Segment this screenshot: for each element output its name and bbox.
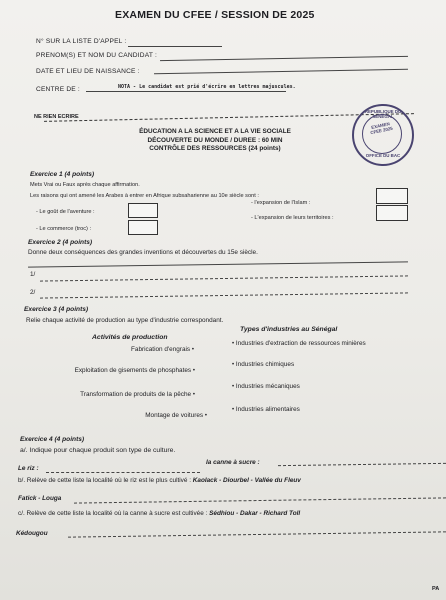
ex4-question-b: b/. Relève de cette liste la localité où le riz est le plus cultivé : Kaolack - Diourbel - Vallée du Fleuv (18, 477, 301, 484)
ex4-list-c: Sédhiou - Dakar - Richard Toll (209, 510, 301, 517)
field-line-candidate-name[interactable] (160, 56, 408, 61)
subject-line-3: CONTRÔLE DES RESSOURCES (24 points) (149, 145, 281, 153)
ex3-activity-dot-4[interactable]: • (204, 413, 207, 419)
ex3-industry-dot-2[interactable]: • (232, 362, 235, 368)
ex2-answer-line-2[interactable] (40, 292, 408, 298)
ex1-question: Les raisons qui ont amené les Arabes à entrer en Afrique subsaharienne au 10e siècle sont : (30, 193, 259, 199)
exam-title: EXAMEN DU CFEE / SESSION DE 2025 (115, 9, 315, 21)
ex3-activity-dot-3[interactable]: • (192, 392, 195, 398)
ex1-title: Exercice 1 (4 points) (30, 171, 95, 178)
ex1-item-islam: - l'expansion de l'Islam : (251, 200, 311, 206)
ex4-title: Exercice 4 (4 points) (20, 436, 85, 443)
field-line-roll-number[interactable] (128, 46, 222, 47)
ex3-activity-1: Fabrication d'engrais • (130, 346, 194, 353)
ex3-activity-dot-2[interactable]: • (192, 368, 195, 374)
ex3-industry-dot-3[interactable]: • (232, 384, 235, 390)
page-footer: PA (432, 586, 440, 592)
field-line-birth-date-place[interactable] (154, 69, 408, 74)
subject-block (110, 128, 320, 154)
ex3-activity-4: Montage de voitures • (145, 412, 207, 419)
ex1-answer-box-territoires[interactable] (376, 205, 408, 221)
ex3-industry-dot-4[interactable]: • (232, 407, 235, 413)
ex1-answer-box-islam[interactable] (376, 188, 408, 204)
ex3-industry-2: • Industries chimiques (232, 361, 295, 368)
ex1-instruction: Mets Vrai ou Faux après chaque affirmation. (30, 182, 140, 188)
subject-line-2: DÉCOUVERTE DU MONDE / DUREE : 60 MIN (147, 136, 283, 144)
field-label-roll-number: N° SUR LA LISTE D'APPEL : (36, 38, 127, 45)
stamp-middle-text: EXAMEN CFEE 2025 (369, 121, 394, 136)
nota-note: NOTA - Le candidat est prié d'écrire en lettres majuscules. (118, 84, 296, 90)
ex4-list-b: Kaolack - Diourbel - Vallée du Fleuv (192, 477, 301, 484)
ex2-answer-line-1[interactable] (40, 275, 408, 281)
field-label-centre: CENTRE DE : (36, 86, 80, 93)
ex2-title: Exercice 2 (4 points) (28, 239, 93, 246)
ex1-answer-box-aventure[interactable] (128, 203, 158, 218)
field-line-centre[interactable] (86, 91, 286, 92)
ex4-answer-line-b[interactable] (74, 497, 446, 503)
ex4-label-canne: la canne à sucre : (206, 459, 260, 466)
ex2-answer-label-1: 1/ (30, 271, 36, 278)
ex3-activity-dot-1[interactable]: • (191, 347, 194, 353)
ex1-item-territoires: - L'expansion de leurs territoires : (251, 215, 334, 221)
ex4-answer-line-c[interactable] (68, 531, 446, 537)
ex4-list-b-continued: Fatick - Louga (18, 495, 62, 502)
ex3-activity-2: Exploitation de gisements de phosphates • (74, 367, 195, 374)
ex3-industry-4: • Industries alimentaires (232, 406, 300, 413)
subject-line-1: ÉDUCATION A LA SCIENCE ET A LA VIE SOCIALE (139, 128, 291, 135)
ex3-title: Exercice 3 (4 points) (24, 306, 89, 313)
field-label-birth-date-place: DATE ET LIEU DE NAISSANCE : (36, 68, 140, 75)
ex4-answer-line-canne[interactable] (278, 463, 446, 466)
ex3-industry-3: • Industries mécaniques (232, 383, 300, 390)
ex3-instruction: Relie chaque activité de production au type d'industrie correspondant. (26, 317, 224, 324)
ex2-answer-label-2: 2/ (30, 289, 36, 296)
ex4-answer-line-riz[interactable] (46, 472, 200, 473)
ex4-label-riz: Le riz : (18, 465, 39, 472)
ex1-item-commerce: - Le commerce (troc) : (36, 226, 92, 232)
ex4-question-a: a/. Indique pour chaque produit son type de culture. (20, 447, 176, 454)
ex2-question: Donne deux conséquences des grandes inventions et découvertes du 15e siècle. (28, 249, 258, 256)
ex3-left-header: Activités de production (92, 334, 168, 341)
official-stamp (352, 104, 414, 166)
ex3-right-header: Types d'industries au Sénégal (240, 326, 338, 333)
separator-label: NE RIEN ECRIRE (34, 114, 79, 120)
stamp-top-text: REPUBLIQUE DU SENEGAL (364, 109, 402, 119)
ex4-list-c-continued: Kédougou (16, 530, 48, 537)
stamp-bottom-text: OFFICE DU BAC (365, 153, 401, 158)
ex4-question-c: c/. Relève de cette liste la localité où la canne à sucre est cultivée : Sédhiou - Dakar - Richard Toll (18, 510, 301, 517)
ex1-answer-box-commerce[interactable] (128, 220, 158, 235)
field-label-candidate-name: PRENOM(S) ET NOM DU CANDIDAT : (36, 52, 158, 59)
ex1-item-aventure: - Le goût de l'aventure : (36, 209, 95, 215)
ex3-activity-3: Transformation de produits de la pêche • (80, 391, 195, 398)
ex3-industry-1: • Industries d'extraction de ressources minières (232, 340, 366, 347)
ex3-industry-dot-1[interactable]: • (232, 341, 235, 347)
ex2-question-underline (28, 261, 408, 267)
